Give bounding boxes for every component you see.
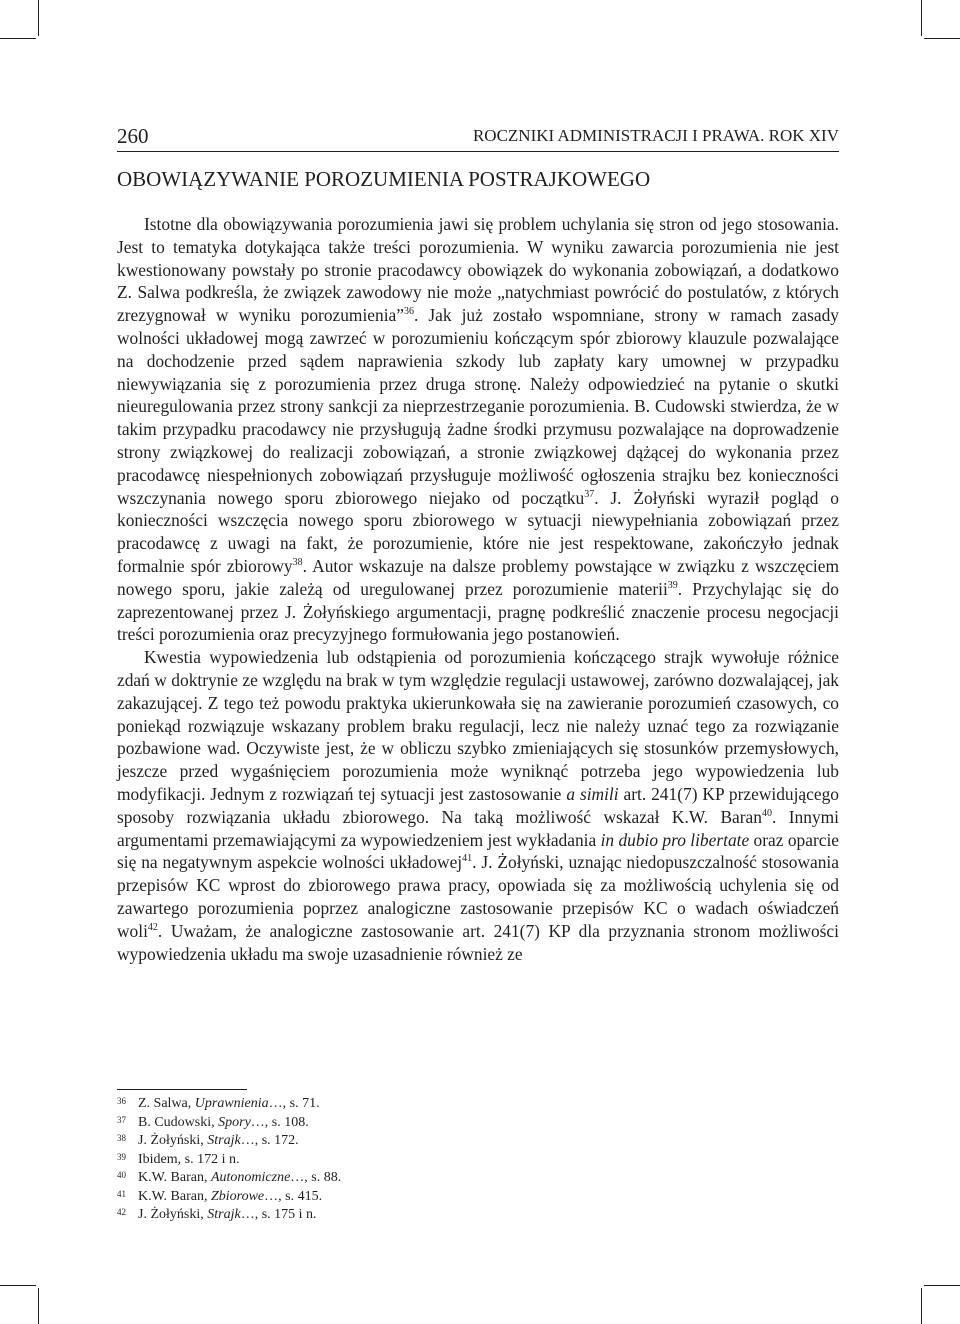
header-rule bbox=[117, 151, 839, 152]
text-run: …, s. 172. bbox=[240, 1133, 299, 1148]
text-run: . J. Żołyński, uznając niedopuszczalność stosowania przepisów KC wprost do zbiorowego prawa pracy, opowiada się za możliwością uchylenia się od zawartego porozumienia poprzez analogiczne zastosowanie przepisów KC o wadach oświadczeń woli bbox=[117, 852, 839, 941]
italic-text: Uprawnienia bbox=[194, 1096, 269, 1111]
footnote-number: 42 bbox=[117, 1207, 126, 1217]
paragraph bbox=[117, 213, 839, 646]
crop-mark bbox=[924, 38, 960, 39]
text-run: . Autor wskazuje na dalsze problemy powstające w związku z wszczęciem nowego sporu, jakie zależą od uregulowanej przez porozumienie materii bbox=[117, 555, 839, 599]
text-run: K.W. Baran, bbox=[138, 1170, 211, 1185]
footnote bbox=[117, 1151, 617, 1170]
paragraph bbox=[117, 646, 839, 965]
running-head: ROCZNIKI ADMINISTRACJI I PRAWA. ROK XIV bbox=[472, 126, 839, 145]
body-text bbox=[117, 213, 839, 965]
italic-text: in dubio pro libertate bbox=[600, 829, 750, 850]
text-run: J. Żołyński, bbox=[138, 1133, 208, 1148]
italic-text: Strajk bbox=[207, 1207, 241, 1222]
crop-mark bbox=[0, 38, 36, 39]
text-run: …, s. 88. bbox=[290, 1170, 342, 1185]
footnote-number: 40 bbox=[117, 1170, 126, 1180]
text-run: Z. Salwa, bbox=[138, 1096, 195, 1111]
text-run: oraz oparcie się na negatywnym aspekcie wolności układowej bbox=[117, 829, 839, 873]
footnote-ref[interactable]: 38 bbox=[292, 556, 303, 568]
text-run: J. Żołyński, bbox=[138, 1207, 208, 1222]
crop-mark bbox=[38, 1288, 39, 1324]
page-header bbox=[117, 122, 839, 152]
footnote-number: 39 bbox=[117, 1151, 126, 1162]
text-run: …, s. 71. bbox=[268, 1096, 320, 1111]
crop-mark bbox=[921, 0, 922, 36]
text-run: art. 241(7) KP przewidującego sposoby rozwiązania układu zbiorowego. Na taką możliwość wskazał K.W. Baran bbox=[117, 783, 839, 827]
footnote-ref[interactable]: 42 bbox=[147, 921, 158, 933]
footnote bbox=[117, 1206, 617, 1225]
footnote-number: 38 bbox=[117, 1133, 126, 1143]
crop-mark bbox=[924, 1285, 960, 1286]
footnote bbox=[117, 1114, 617, 1133]
footnote bbox=[117, 1188, 617, 1207]
text-run: K.W. Baran, bbox=[138, 1188, 211, 1204]
text-run: . J. Żołyński wyraził pogląd o konieczności wszczęcia nowego sporu zbiorowego w sytuacji niewypełniania zobowiązań przez pracodawcę z uwagi na fakt, że porozumienie, które nie jest respektowane, zakończyło jednak formalnie spór zbiorowy bbox=[117, 487, 839, 576]
footnote-ref[interactable]: 40 bbox=[761, 807, 772, 819]
text-run: B. Cudowski, bbox=[138, 1114, 219, 1130]
text-run: Kwestia wypowiedzenia lub odstąpienia od porozumienia kończącego strajk wywołuje różnice zdań w doktrynie ze względu na brak w tym względzie regulacji ustawowej, zarówno dozwalającej, jak zakazującej. Z tego też powodu praktyka ukierunkowała się na zawieranie porozumień czasowych, co poniekąd rozwiązuje wskazany problem braku regulacji, lecz nie należy uznać tego za rozwiązanie pozbawione wad. Oczywiste jest, że w obliczu szybko zmieniających się stosunków przemysłowych, jeszcze przed wygaśnięciem porozumienia może wyniknąć potrzeba jego wypowiedzenia lub modyfikacji. Jednym z rozwiązań tej sytuacji jest zastosowanie bbox=[117, 647, 839, 804]
footnote-number: 41 bbox=[117, 1188, 126, 1199]
text-run: . Jak już zostało wspomniane, strony w ramach zasady wolności układowej mogą zawrzeć w porozumieniu kończącym spór zbiorowy klauzule pozwalające na dochodzenie przed sądem naprawienia szkody lub zapłaty kary umownej w przypadku niewywiązania się z porozumienia przez druga stronę. Należy odpowiedzieć na pytanie o skutki nieuregulowania przez strony sankcji za nieprzestrzeganie porozumienia. B. Cudowski stwierdza, że w takim przypadku pracodawcy nie przysługują żadne środki przymusu pozwalające na doprowadzenie strony związkowej do realizacji zobowiązań, a stronie związkowej dążącej do wykonania przez pracodawcę niespełnionych zobowiązań przysługuje możliwość ogłoszenia strajku bez konieczności wszczynania nowego sporu zbiorowego niejako od początku bbox=[117, 305, 839, 508]
footnote-ref[interactable]: 37 bbox=[584, 488, 595, 500]
footnote-ref[interactable]: 36 bbox=[403, 306, 414, 318]
text-run: Istotne dla obowiązywania porozumienia jawi się problem uchylania się stron od jego stosowania. Jest to tematyka dotykająca także treści porozumienia. W wyniku zawarcia porozumienia nie jest kwestionowany powstały po stronie pracodawcy obowiązek do wykonania zobowiązań, a dodatkowo Z. Salwa podkreśla, że związek zawodowy nie może „natychmiast powrócić do postulatów, z których zrezygnował w wyniku porozumienia” bbox=[117, 214, 839, 326]
text-run: …, s. 415. bbox=[264, 1188, 323, 1204]
footnote bbox=[117, 1095, 617, 1114]
crop-mark bbox=[0, 1285, 36, 1286]
footnote-ref[interactable]: 41 bbox=[462, 853, 473, 865]
footnote bbox=[117, 1132, 617, 1151]
italic-text: Zbiorowe bbox=[210, 1188, 265, 1204]
footnote-number: 36 bbox=[117, 1096, 126, 1106]
text-run: . Uważam, że analogiczne zastosowanie art. 241(7) KP dla przyznania stronom możliwości wypowiedzenia układu ma swoje uzasadnienie również ze bbox=[117, 920, 839, 964]
footnote-number: 37 bbox=[117, 1114, 126, 1125]
footnote bbox=[117, 1169, 617, 1188]
text-run: Ibidem, s. 172 i n. bbox=[138, 1151, 240, 1167]
text-run: …, s. 108. bbox=[250, 1114, 309, 1130]
footnotes bbox=[117, 1095, 617, 1225]
italic-text: Spory bbox=[218, 1114, 251, 1130]
italic-text: Autonomiczne bbox=[210, 1170, 291, 1185]
footnote-rule bbox=[117, 1089, 247, 1090]
text-run: …, s. 175 i n. bbox=[240, 1207, 317, 1222]
page-number: 260 bbox=[117, 124, 149, 148]
text-run: . Innymi argumentami przemawiającymi za wypowiedzeniem jest wykładania bbox=[117, 806, 839, 850]
italic-text: Strajk bbox=[207, 1133, 241, 1148]
crop-mark bbox=[921, 1288, 922, 1324]
footnote-ref[interactable]: 39 bbox=[667, 579, 678, 591]
section-title: OBOWIĄZYWANIE POROZUMIENIA POSTRAJKOWEGO bbox=[117, 167, 651, 191]
crop-mark bbox=[38, 0, 39, 36]
italic-text: a simili bbox=[566, 783, 619, 804]
text-run: . Przychylając się do zaprezentowanej przez J. Żołyńskiego argumentacji, pragnę podkreślić znaczenie procesu negocjacji treści porozumienia oraz precyzyjnego formułowania jego postanowień. bbox=[117, 578, 840, 645]
